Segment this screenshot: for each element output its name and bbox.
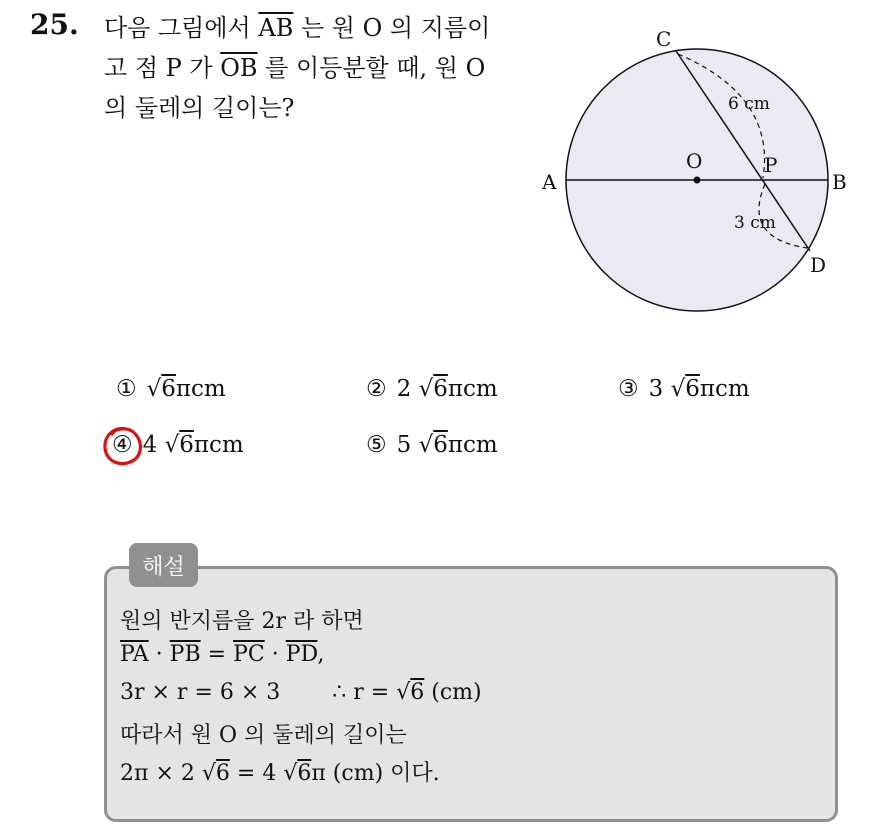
solution-line-3: 3r × r = 6 × 3 ∴ r = √6 (cm) (120, 680, 482, 705)
answer-circle-mark (100, 424, 148, 470)
solution-line-5: 2π × 2 √6 = 4 √6π (cm) 이다. (120, 761, 440, 786)
segment-ob: $\overline{OB}$ (220, 54, 258, 82)
label-d: D (810, 253, 827, 277)
question-number: 25. (30, 8, 79, 41)
question-text (104, 8, 534, 128)
question-line-2: 고 점 P 가 $\overline{OB}$ 를 이등분할 때, 원 O (104, 54, 486, 82)
segment-ab: $\overline{AB}$ (258, 14, 294, 42)
label-b: B (832, 170, 847, 194)
choice-2[interactable]: ② 2 √6πcm (366, 376, 498, 402)
label-a: A (542, 170, 557, 194)
choice-3[interactable]: ③ 3 √6πcm (618, 376, 750, 402)
solution-line-2: $\overline{PA} \cdot \overline{PB} = \overline{PC} \cdot \overline{PD}$, (120, 642, 325, 667)
solution-line-1: 원의 반지름을 2r 라 하면 (120, 609, 364, 634)
length-3cm: 3 cm (734, 213, 776, 233)
label-c: C (656, 27, 672, 51)
solution-badge: 해설 (129, 543, 198, 587)
length-6cm: 6 cm (728, 94, 770, 114)
choice-1[interactable]: ① √6πcm (116, 376, 226, 402)
choice-4[interactable]: ④ 4 √6πcm (112, 432, 244, 458)
choice-5[interactable]: ⑤ 5 √6πcm (366, 432, 498, 458)
label-o: O (686, 149, 703, 173)
solution-line-4: 따라서 원 O 의 둘레의 길이는 (120, 723, 407, 748)
center-dot (694, 177, 701, 184)
question-line-3: 의 둘레의 길이는? (104, 94, 295, 122)
label-p: P (764, 153, 778, 177)
circle-figure (530, 18, 860, 318)
question-line-1: 다음 그림에서 $\overline{AB}$ 는 원 O 의 지름이 (104, 14, 491, 42)
